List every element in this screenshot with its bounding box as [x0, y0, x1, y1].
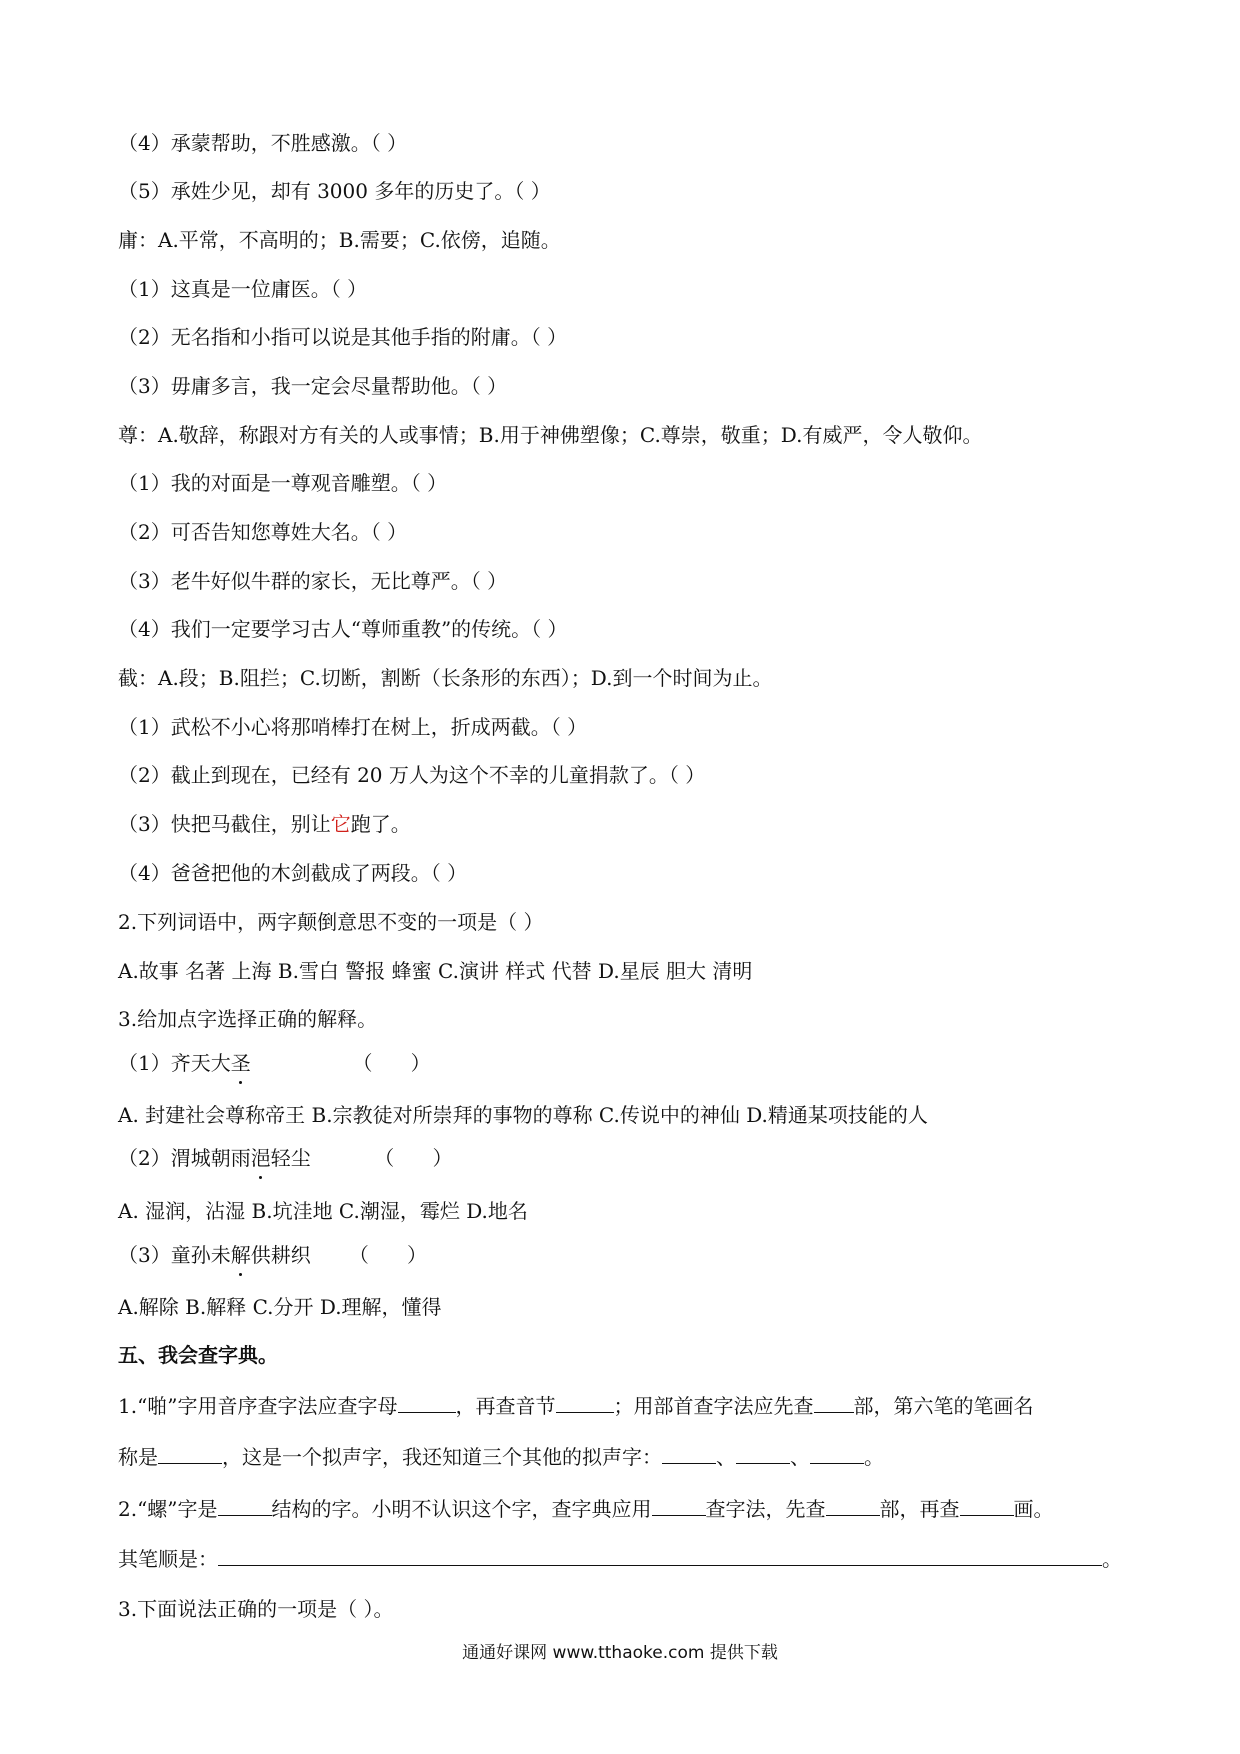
section-5-heading: 五、我会查字典。 [118, 1343, 278, 1367]
answer-blank[interactable] [814, 1394, 854, 1413]
dotted-item-1-before: （1）齐天大 [118, 1051, 231, 1075]
line-16: （4）爸爸把他的木剑截成了两段。（ ） [118, 861, 468, 885]
answer-blank[interactable] [398, 1394, 456, 1413]
dotted-item-2-after: 轻尘 （ ） [270, 1146, 453, 1170]
line-3: 庸：A.平常，不高明的；B.需要；C.依傍，追随。 [118, 228, 561, 252]
dotted-char-3: 解 [230, 1243, 251, 1267]
dict-q1-text-5: 称是 [118, 1445, 158, 1469]
answer-blank[interactable] [652, 1497, 706, 1516]
dict-q1-text-1: 1.“啪”字用音序查字法应查字母 [118, 1394, 398, 1418]
options-1: A. 封建社会尊称帝王 B.宗教徒对所崇拜的事物的尊称 C.传说中的神仙 D.精通某项技能的人 [118, 1103, 928, 1127]
answer-blank[interactable] [158, 1445, 222, 1464]
line-11: （4）我们一定要学习古人“尊师重教”的传统。（ ） [118, 617, 568, 641]
dict-q2-text-1: 2.“螺”字是 [118, 1497, 218, 1521]
line-9: （2）可否告知您尊姓大名。（ ） [118, 520, 408, 544]
answer-blank[interactable] [736, 1445, 790, 1464]
dict-q1-sep-1: 、 [716, 1445, 736, 1469]
line-8: （1）我的对面是一尊观音雕塑。（ ） [118, 471, 448, 495]
dict-q1-line2 [118, 1444, 884, 1470]
line-12: 截：A.段；B.阻拦；C.切断，割断（长条形的东西）；D.到一个时间为止。 [118, 666, 773, 690]
line-15 [118, 811, 411, 837]
line-14: （2）截止到现在，已经有 20 万人为这个不幸的儿童捐款了。（ ） [118, 763, 706, 787]
dict-q3: 3.下面说法正确的一项是（ ）。 [118, 1597, 394, 1621]
dotted-item-1-after: （ ） [250, 1051, 431, 1075]
stroke-order-blank[interactable] [218, 1547, 1102, 1566]
line-10: （3）老牛好似牛群的家长，无比尊严。（ ） [118, 569, 508, 593]
dict-q2-line1 [118, 1496, 1054, 1522]
dotted-item-3-after: 供耕织 （ ） [250, 1243, 428, 1267]
line-4: （1）这真是一位庸医。（ ） [118, 277, 368, 301]
dotted-item-3-before: （3）童孙未 [118, 1243, 231, 1267]
dict-q2-text-6: 其笔顺是： [118, 1547, 218, 1571]
dict-q1-line1 [118, 1393, 1034, 1419]
dict-q2-line2 [118, 1546, 1122, 1572]
line-15-after: 跑了。 [350, 812, 411, 836]
dotted-item-2 [118, 1145, 452, 1171]
dict-q2-text-4: 部，再查 [879, 1497, 960, 1521]
answer-blank[interactable] [810, 1445, 864, 1464]
answer-blank[interactable] [960, 1497, 1014, 1516]
dict-q1-sep-2: 、 [790, 1445, 810, 1469]
footer: 通通好课网 www.tthaoke.com 提供下载 [462, 1643, 778, 1663]
answer-blank[interactable] [662, 1445, 716, 1464]
dotted-char-2: 浥 [250, 1146, 271, 1170]
options-3: A.解除 B.解释 C.分开 D.理解，懂得 [118, 1295, 442, 1319]
dict-q2-text-2: 结构的字。小明不认识这个字，查字典应用 [271, 1497, 652, 1521]
line-7: 尊：A.敬辞，称跟对方有关的人或事情；B.用于神佛塑像；C.尊崇，敬重；D.有威严，令人敬仰。 [118, 423, 983, 447]
line-5: （2）无名指和小指可以说是其他手指的附庸。（ ） [118, 325, 568, 349]
line-2: （5）承姓少见，却有 3000 多年的历史了。（ ） [118, 179, 551, 203]
line-13: （1）武松不小心将那哨棒打在树上，折成两截。（ ） [118, 715, 588, 739]
answer-blank[interactable] [826, 1497, 880, 1516]
dotted-char-1: 圣 [230, 1051, 251, 1075]
question-2-options: A.故事 名著 上海 B.雪白 警报 蜂蜜 C.演讲 样式 代替 D.星辰 胆大 清明 [118, 959, 753, 983]
dict-q1-end: 。 [864, 1445, 884, 1469]
answer-blank[interactable] [556, 1394, 614, 1413]
dict-q1-text-2: ，再查音节 [455, 1394, 556, 1418]
question-3: 3.给加点字选择正确的解释。 [118, 1007, 378, 1031]
dotted-item-3 [118, 1242, 427, 1268]
answer-blank[interactable] [218, 1497, 272, 1516]
question-2: 2.下列词语中，两字颠倒意思不变的一项是（ ） [118, 910, 544, 934]
dotted-item-2-before: （2）渭城朝雨 [118, 1146, 251, 1170]
dict-q1-text-6: ，这是一个拟声字，我还知道三个其他的拟声字： [222, 1445, 662, 1469]
line-15-before: （3）快把马截住，别让 [118, 812, 331, 836]
dict-q1-text-3: ；用部首查字法应先查 [613, 1394, 814, 1418]
red-char: 它 [330, 812, 351, 836]
options-2: A. 湿润，沾湿 B.坑洼地 C.潮湿，霉烂 D.地名 [118, 1199, 528, 1223]
dict-q2-text-5: 画。 [1013, 1497, 1054, 1521]
dict-q1-text-4: 部，第六笔的笔画名 [853, 1394, 1034, 1418]
line-1: （4）承蒙帮助，不胜感激。（ ） [118, 131, 408, 155]
dict-q2-end: 。 [1102, 1547, 1122, 1571]
line-6: （3）毋庸多言，我一定会尽量帮助他。（ ） [118, 374, 508, 398]
dotted-item-1 [118, 1050, 431, 1076]
dict-q2-text-3: 查字法，先查 [705, 1497, 826, 1521]
